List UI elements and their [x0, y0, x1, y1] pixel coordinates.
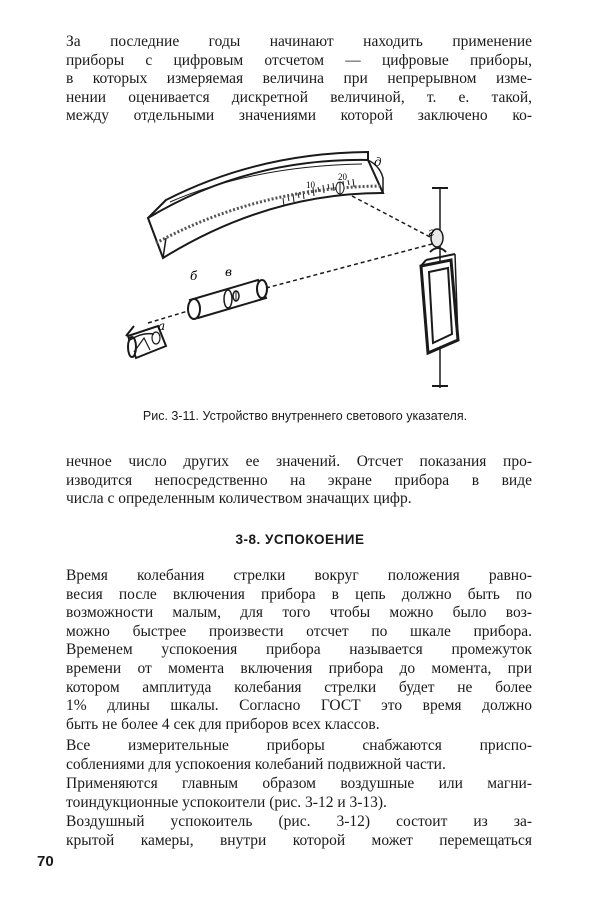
figure-caption: Рис. 3-11. Устройство внутреннего светового указателя.	[142, 409, 468, 423]
label-a: а	[158, 319, 166, 333]
label-d: д	[374, 155, 382, 169]
text-line: времени от момента включения прибора до момента, при	[66, 659, 532, 677]
text-line: Временем успокоения прибора называется промежуток	[66, 641, 532, 659]
text-line: возможности малым, для того чтобы можно было воз-	[66, 604, 532, 622]
label-b: б	[190, 269, 198, 283]
scale-number-20: 20	[338, 172, 347, 182]
text-line: 1% длины шкалы. Согласно ГОСТ это время должно	[66, 697, 532, 715]
text-line: весия после включения прибора в цепь должно быть по	[66, 585, 532, 603]
text-line: Воздушный успокоитель (рис. 3-12) состоит из за-	[66, 813, 532, 830]
text-line: соблениями для успокоения колебаний подвижной части.	[66, 755, 446, 773]
text-line: изводится непосредственно на экране прибора в виде	[66, 471, 532, 489]
text-line: числа с определенным количеством значащих цифр.	[66, 490, 412, 508]
paragraph-digital-instruments	[66, 33, 532, 126]
paragraph-damper-types	[66, 775, 532, 812]
text-line: котором амплитуда колебания стрелки будет не более	[66, 678, 532, 696]
text-line: Применяются главным образом воздушные или магни-	[66, 775, 532, 792]
text-line: Время колебания стрелки вокруг положения равно-	[66, 567, 532, 584]
paragraph-damping-time	[66, 567, 532, 734]
text-line: приборы с цифровым отсчетом — цифровые приборы,	[66, 51, 532, 69]
text-line: между отдельными значениями которой заключено ко-	[66, 107, 532, 125]
lens-tube	[188, 280, 267, 319]
text-line: в которых измеряемая величина при непрерывном изме-	[66, 70, 532, 88]
mirror-assembly	[421, 188, 458, 388]
paragraph-damping-devices	[66, 737, 532, 774]
figure-light-pointer-diagram	[118, 148, 478, 398]
text-line: быть не более 4 сек для приборов всех классов.	[66, 715, 380, 733]
text-line: крытой камеры, внутри которой может перемещаться	[66, 831, 532, 849]
paragraph-air-damper	[66, 813, 532, 850]
text-line: можно быстрее произвести отсчет по шкале прибора.	[66, 622, 532, 640]
text-line: За последние годы начинают находить применение	[66, 33, 532, 50]
label-g: г	[428, 225, 435, 239]
text-line: нечное число других ее значений. Отсчет показания про-	[66, 453, 532, 470]
paragraph-digital-continuation	[66, 453, 532, 509]
scale-number-10: 10	[306, 180, 315, 190]
section-heading: 3-8. УСПОКОЕНИЕ	[235, 532, 365, 547]
page-number: 70	[37, 853, 54, 870]
text-line: тоиндукционные успокоители (рис. 3-12 и 3-13).	[66, 793, 387, 811]
text-line: Все измерительные приборы снабжаются приспо-	[66, 737, 532, 754]
curved-scale	[148, 152, 383, 258]
label-v: в	[225, 265, 232, 279]
text-line: нении оценивается дискретной величиной, т. е. такой,	[66, 88, 532, 106]
